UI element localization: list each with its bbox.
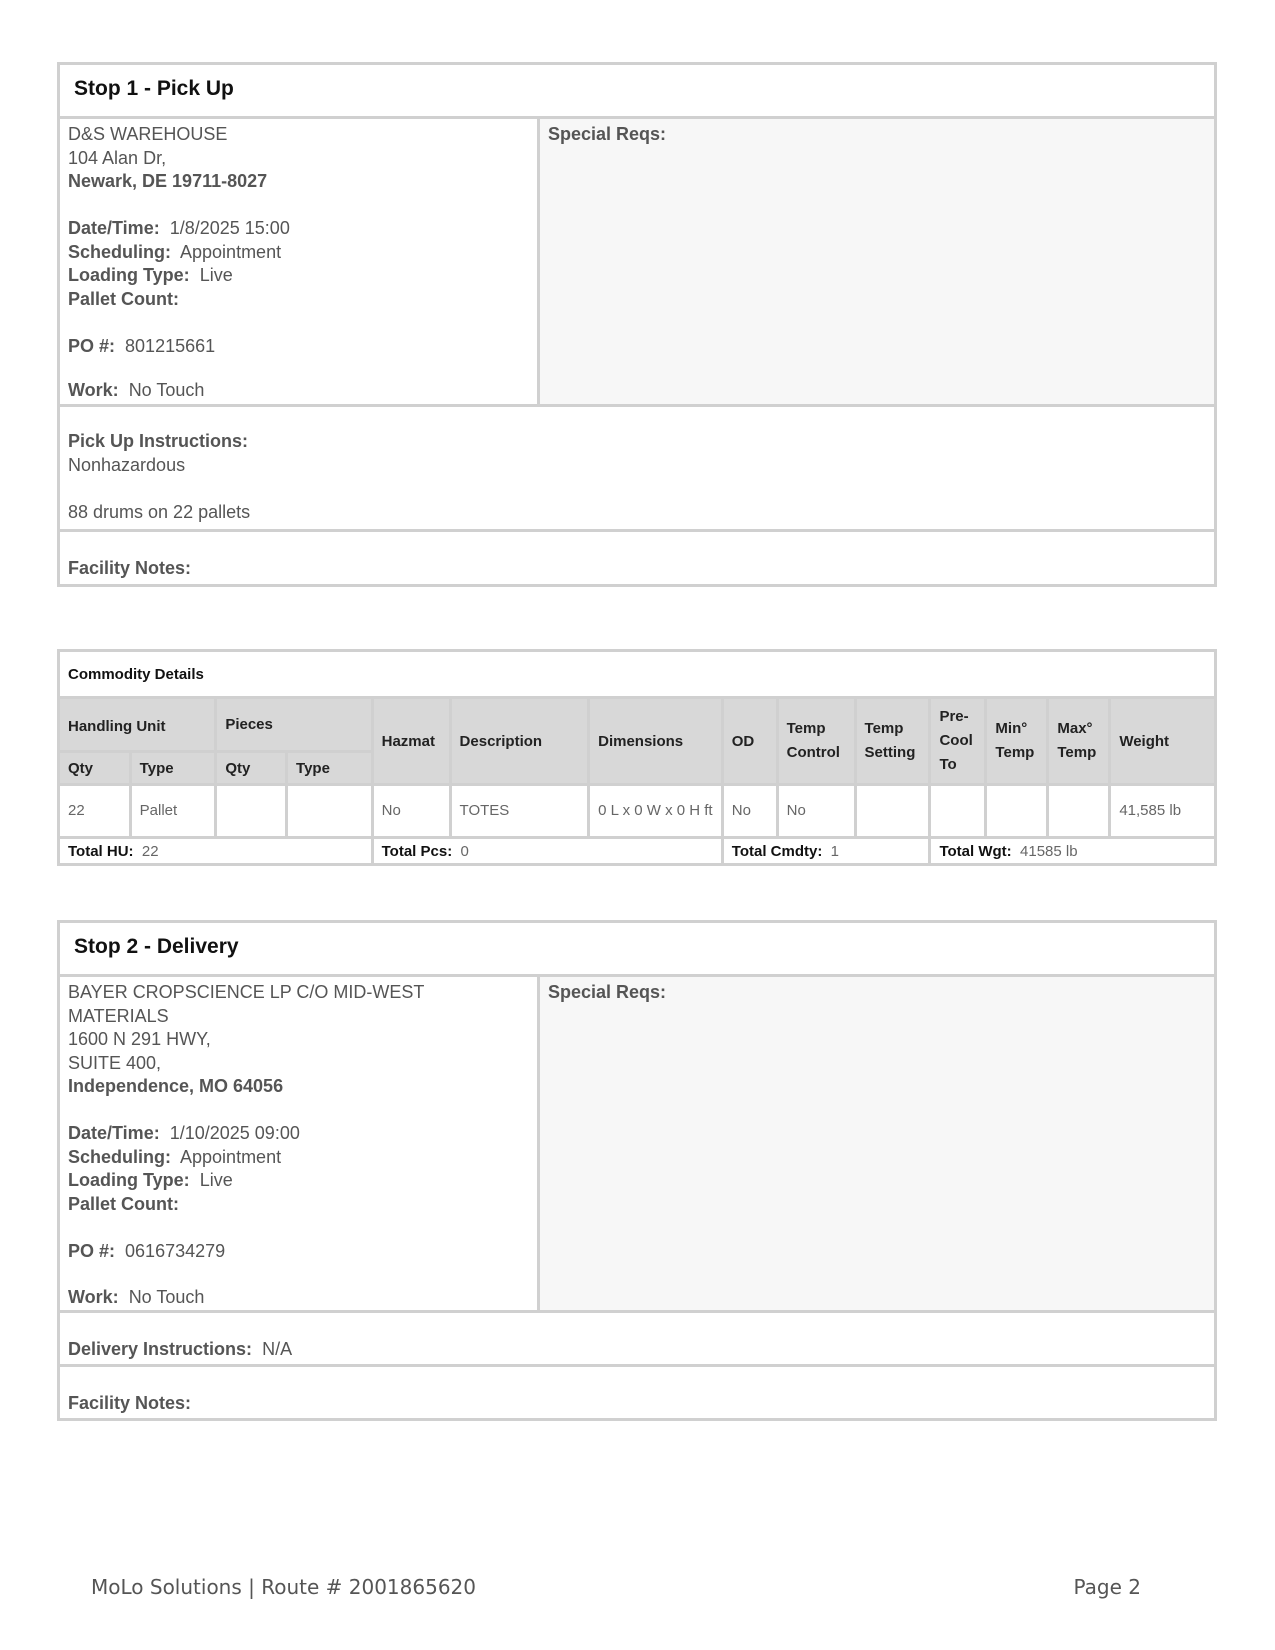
header-pieces: Pieces <box>216 698 372 752</box>
totals-row <box>59 838 1216 865</box>
header-weight: Weight <box>1110 698 1216 785</box>
total-cmdty: Total Cmdty: 1 <box>722 838 930 865</box>
stop1-datetime: Date/Time: 1/8/2025 15:00 <box>68 218 290 238</box>
stop2-section <box>57 920 1217 1421</box>
cell-temp-setting <box>855 785 930 838</box>
stop1-special-reqs: Special Reqs: <box>540 119 1214 404</box>
header-temp-control: Temp Control <box>777 698 855 785</box>
stop2-details <box>60 977 540 1310</box>
cell-temp-control: No <box>777 785 855 838</box>
header-hazmat: Hazmat <box>372 698 450 785</box>
total-wgt: Total Wgt: 41585 lb <box>930 838 1216 865</box>
cell-weight: 41,585 lb <box>1110 785 1216 838</box>
stop2-title: Stop 2 - Delivery <box>60 923 1214 977</box>
header-max-temp: Max° Temp <box>1048 698 1110 785</box>
header-hu-type: Type <box>130 752 216 785</box>
cell-description: TOTES <box>450 785 589 838</box>
stop1-city: Newark, DE 19711-8027 <box>68 171 268 191</box>
header-pcs-type: Type <box>287 752 373 785</box>
cell-precool <box>930 785 986 838</box>
header-pcs-qty: Qty <box>216 752 287 785</box>
stop2-loading: Loading Type: Live <box>68 1170 233 1190</box>
cell-hu-qty: 22 <box>59 785 131 838</box>
header-dimensions: Dimensions <box>589 698 723 785</box>
stop2-po: PO #: 0616734279 <box>68 1240 226 1261</box>
header-temp-setting: Temp Setting <box>855 698 930 785</box>
stop2-name: BAYER CROPSCIENCE LP C/O MID-WEST <box>68 982 425 1002</box>
total-hu: Total HU: 22 <box>59 838 373 865</box>
header-handling-unit: Handling Unit <box>59 698 216 752</box>
stop1-address: 104 Alan Dr, <box>68 147 167 168</box>
stop1-scheduling: Scheduling: Appointment <box>68 241 282 262</box>
cell-od: No <box>722 785 777 838</box>
stop2-work: Work: No Touch <box>68 1287 205 1307</box>
commodity-table <box>57 649 1217 866</box>
cell-pcs-qty <box>216 785 287 838</box>
stop2-facility-notes: Facility Notes: <box>68 1393 192 1413</box>
stop1-loading: Loading Type: Live <box>68 265 233 285</box>
header-description: Description <box>450 698 589 785</box>
stop1-name: D&S WAREHOUSE <box>68 124 228 144</box>
stop1-work: Work: No Touch <box>68 380 205 400</box>
commodity-title: Commodity Details <box>59 651 1216 698</box>
cell-hu-type: Pallet <box>130 785 216 838</box>
stop1-instructions: Pick Up Instructions: Nonhazardous 88 drums on 22 pallets <box>60 407 1214 532</box>
footer-page-number: Page 2 <box>1073 1575 1141 1599</box>
stop1-section <box>57 62 1217 587</box>
footer-route: MoLo Solutions | Route # 2001865620 <box>91 1575 476 1599</box>
cell-hazmat: No <box>372 785 450 838</box>
stop2-name-line2: MATERIALS <box>68 1005 169 1026</box>
stop1-facility-notes: Facility Notes: <box>68 558 192 578</box>
stop1-title: Stop 1 - Pick Up <box>60 65 1214 119</box>
table-row <box>59 785 1216 838</box>
commodity-section <box>57 649 1217 866</box>
stop2-pallet: Pallet Count: <box>68 1193 179 1214</box>
header-min-temp: Min° Temp <box>986 698 1048 785</box>
stop1-pallet: Pallet Count: <box>68 288 179 309</box>
cell-pcs-type <box>287 785 373 838</box>
header-hu-qty: Qty <box>59 752 131 785</box>
stop2-city: Independence, MO 64056 <box>68 1076 284 1096</box>
header-od: OD <box>722 698 777 785</box>
total-pcs: Total Pcs: 0 <box>372 838 722 865</box>
stop2-address: 1600 N 291 HWY, <box>68 1029 211 1049</box>
stop2-instructions: Delivery Instructions: N/A <box>60 1313 1214 1367</box>
stop2-scheduling: Scheduling: Appointment <box>68 1146 282 1167</box>
cell-dimensions: 0 L x 0 W x 0 H ft <box>589 785 723 838</box>
stop1-details <box>60 119 540 404</box>
stop2-address2: SUITE 400, <box>68 1052 162 1073</box>
cell-min-temp <box>986 785 1048 838</box>
stop2-special-reqs: Special Reqs: <box>540 977 1214 1310</box>
header-precool: Pre- Cool To <box>930 698 986 785</box>
stop1-po: PO #: 801215661 <box>68 335 216 356</box>
stop2-datetime: Date/Time: 1/10/2025 09:00 <box>68 1123 300 1143</box>
cell-max-temp <box>1048 785 1110 838</box>
